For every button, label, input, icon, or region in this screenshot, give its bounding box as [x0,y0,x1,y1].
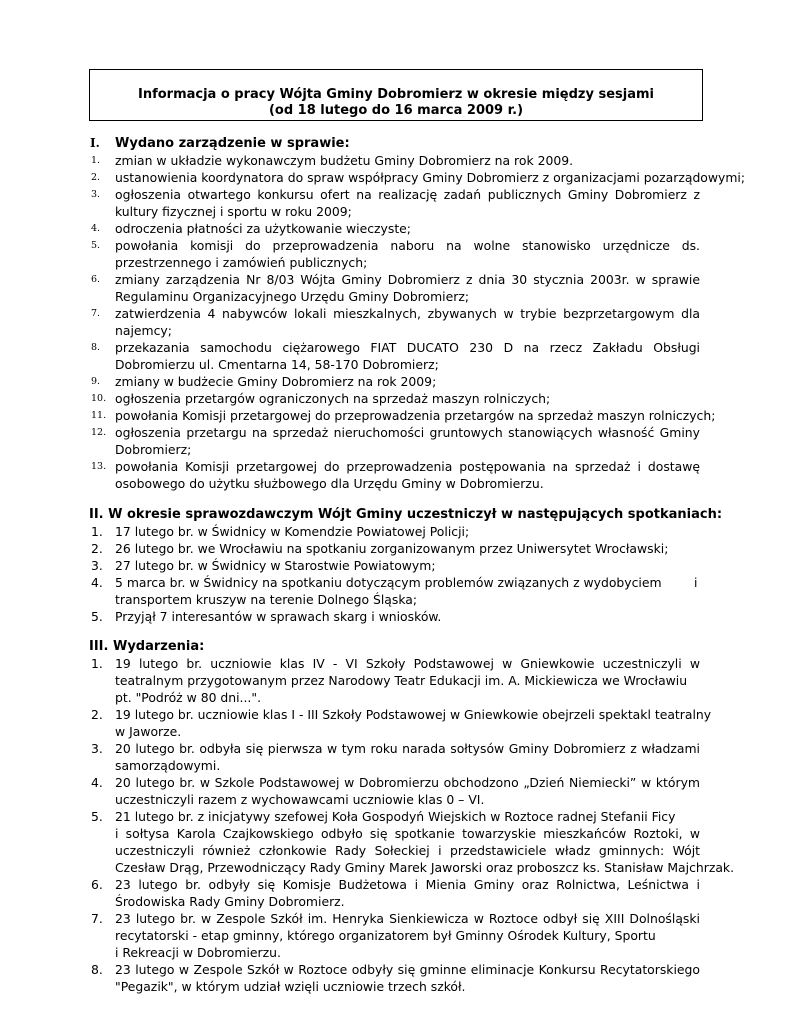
list-item-continuation: kultury fizycznej i sportu w roku 2009; [115,204,352,219]
list-item-number: 5. [91,609,103,624]
list-item: ogłoszenia przetargu na sprzedaż nieruchomości gruntowych stanowiących własność Gminy [115,425,700,440]
list-item-number: 1. [91,656,103,671]
list-item-number: 2. [91,172,101,183]
list-item-continuation: osobowego do użytku służbowego dla Urzędu Gminy w Dobromierzu. [115,476,544,491]
list-item-number: 1. [91,524,103,539]
list-item: zmian w układzie wykonawczym budżetu Gminy Dobromierz na rok 2009. [115,153,574,168]
list-item-number: 6. [91,877,103,892]
list-item-number: 4. [91,575,103,590]
list-item: powołania komisji do przeprowadzenia naboru na wolne stanowisko urzędnicze ds. [115,238,700,253]
list-item-continuation: uczestniczyli razem z wychowawcami uczniowie klas 0 – VI. [115,792,485,807]
list-item: 23 lutego br. odbyły się Komisje Budżetowa i Mienia Gminy oraz Rolnictwa, Leśnictwa i [115,877,700,892]
list-item: 17 lutego br. w Świdnicy w Komendzie Powiatowej Policji; [115,524,470,539]
list-item-number: 7. [91,308,101,319]
list-item-continuation: najemcy; [115,323,172,338]
list-item-continuation: i Rekreacji w Dobromierzu. [115,945,281,960]
list-item-continuation: recytatorski - etap gminny, którego organizatorem był Gminny Ośrodek Kultury, Sportu [115,928,656,943]
list-item: 23 lutego br. w Zespole Szkół im. Henryka Sienkiewicza w Roztoce odbył się XIII Dolnośląski [115,911,700,926]
list-item: 19 lutego br. uczniowie klas I - III Szkoły Podstawowej w Gniewkowie obejrzeli spektakl teatralny [115,707,712,722]
list-item: ogłoszenia przetargów ograniczonych na sprzedaż maszyn rolniczych; [115,391,551,406]
list-item-number: 3. [91,558,103,573]
list-item-number: 11. [91,410,107,421]
list-item-number: 4. [91,775,103,790]
list-item-number: 3. [91,189,101,200]
list-item-continuation: transportem kruszyw na terenie Dolnego Śląska; [115,592,418,607]
list-item-continuation: Czesław Drąg, Przewodniczący Rady Gminy Marek Jaworski oraz proboszcz ks. Stanisław Majchrzak. [115,860,735,875]
list-item-number: 8. [91,342,101,353]
list-item: przekazania samochodu ciężarowego FIAT DUCATO 230 D na rzecz Zakładu Obsługi [115,340,700,355]
list-item: 5 marca br. w Świdnicy na spotkaniu dotyczącym problemów związanych z wydobyciem [115,575,662,590]
list-item-trailing-word: i [694,575,698,590]
page-subtitle-dates: (od 18 lutego do 16 marca 2009 r.) [268,103,524,118]
section-1-heading: Wydano zarządzenie w sprawie: [115,136,350,151]
list-item-continuation: Środowiska Rady Gminy Dobromierz. [115,894,345,909]
list-item-continuation: Regulaminu Organizacyjnego Urzędu Gminy Dobromierz; [115,289,469,304]
list-item: Przyjął 7 interesantów w sprawach skarg i wniosków. [115,609,442,624]
list-item: 27 lutego br. w Świdnicy w Starostwie Powiatowym; [115,558,436,573]
list-item-continuation: Dobromierzu ul. Cmentarna 14, 58-170 Dobromierz; [115,357,439,372]
list-item-number: 6. [91,274,101,285]
list-item-number: 12. [91,427,107,438]
list-item: 20 lutego br. odbyła się pierwsza w tym roku narada sołtysów Gminy Dobromierz z władzami [115,741,700,756]
list-item-continuation: teatralnym przygotowanym przez Narodowy Teatr Edukacji im. A. Mickiewicza we Wrocławiu [115,673,688,688]
section-1-number: I. [90,136,100,150]
list-item: powołania Komisji przetargowej do przeprowadzenia postępowania na sprzedaż i dostawę [115,459,700,474]
list-item-continuation: "Pegazik", w którym udział wzięli uczniowie trzech szkół. [115,979,466,994]
list-item: zmiany zarządzenia Nr 8/03 Wójta Gminy Dobromierz z dnia 30 stycznia 2003r. w sprawie [115,272,700,287]
list-item: 26 lutego br. we Wrocławiu na spotkaniu zorganizowanym przez Uniwersytet Wrocławski; [115,541,669,556]
list-item-continuation: Dobromierz; [115,442,192,457]
list-item-number: 4. [91,223,101,234]
list-item-continuation: przestrzennego i zamówień publicznych; [115,255,368,270]
section-3-heading: III. Wydarzenia: [89,639,205,654]
list-item: zatwierdzenia 4 nabywców lokali mieszkalnych, zbywanych w trybie bezprzetargowym dla [115,306,700,321]
list-item-number: 3. [91,741,103,756]
list-item-continuation: w Jaworze. [115,724,182,739]
list-item: odroczenia płatności za użytkowanie wieczyste; [115,221,411,236]
list-item-number: 2. [91,707,103,722]
list-item-number: 10. [91,393,107,404]
list-item-number: 13. [91,461,107,472]
list-item-continuation: uczestniczyli również członkowie Rady Sołeckiej i przedstawiciele władz gminnych: Wójt [115,843,700,858]
list-item-number: 1. [91,155,101,166]
title-box [89,69,703,121]
list-item: zmiany w budżecie Gminy Dobromierz na rok 2009; [115,374,437,389]
list-item-number: 2. [91,541,103,556]
list-item-continuation: samorządowymi. [115,758,221,773]
list-item-continuation: pt. "Podróż w 80 dni...". [115,690,262,705]
list-item: 21 lutego br. z inicjatywy szefowej Koła Gospodyń Wiejskich w Roztoce radnej Stefanii Ficy [115,809,676,824]
list-item: 20 lutego br. w Szkole Podstawowej w Dobromierzu obchodzono „Dzień Niemiecki” w którym [115,775,700,790]
section-2-heading: II. W okresie sprawozdawczym Wójt Gminy uczestniczył w następujących spotkaniach: [89,507,723,522]
list-item: ustanowienia koordynatora do spraw współpracy Gminy Dobromierz z organizacjami pozarządowymi; [115,170,746,185]
list-item-continuation: i sołtysa Karola Czajkowskiego odbyło się spotkanie towarzyskie mieszkańców Roztoki, w [115,826,700,841]
list-item-number: 7. [91,911,103,926]
list-item-number: 5. [91,809,103,824]
list-item: powołania Komisji przetargowej do przeprowadzenia przetargów na sprzedaż maszyn rolniczych; [115,408,716,423]
list-item: ogłoszenia otwartego konkursu ofert na realizację zadań publicznych Gminy Dobromierz z [115,187,700,202]
list-item-number: 9. [91,376,101,387]
list-item: 23 lutego w Zespole Szkół w Roztoce odbyły się gminne eliminacje Konkursu Recytatorskiego [115,962,700,977]
list-item-number: 8. [91,962,103,977]
list-item-number: 5. [91,240,101,251]
list-item: 19 lutego br. uczniowie klas IV - VI Szkoły Podstawowej w Gniewkowie uczestniczyli w [115,656,700,671]
page-title: Informacja o pracy Wójta Gminy Dobromierz w okresie między sesjami [137,87,654,102]
